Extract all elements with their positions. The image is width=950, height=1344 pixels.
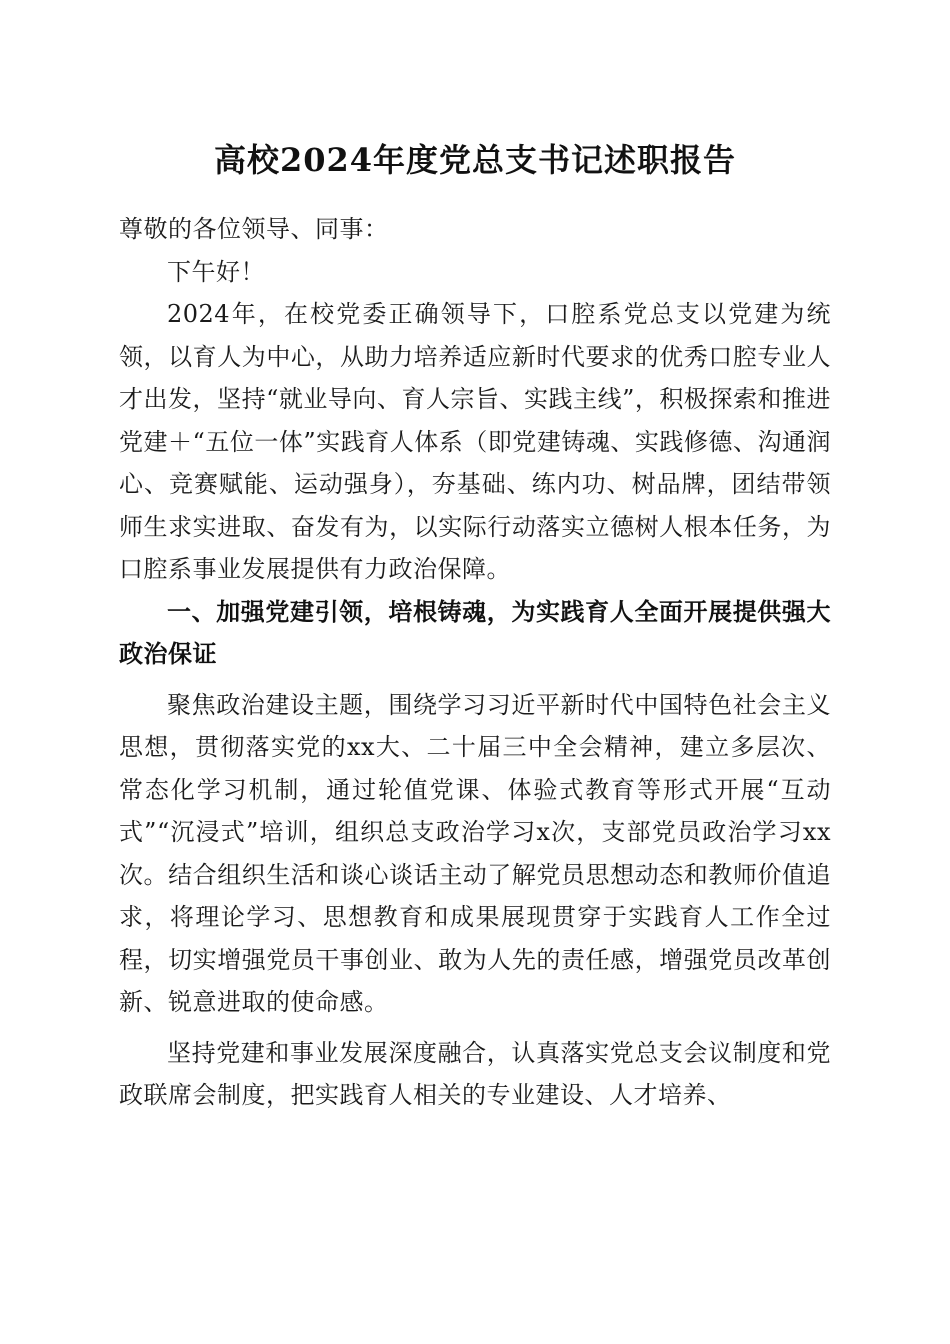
salutation: 尊敬的各位领导、同事： — [119, 215, 389, 243]
document-title: 高校2024年度党总支书记述职报告 — [213, 141, 737, 179]
document-body — [119, 208, 831, 1117]
section-heading: 一、加强党建引领，培根铸魂，为实践育人全面开展提供强大政治保证 — [119, 597, 831, 668]
greeting: 下午好！ — [167, 257, 265, 286]
intro-paragraph: 2024年，在校党委正确领导下，口腔系党总支以党建为统领，以育人为中心，从助力培养适应新时代要求的优秀口腔专业人才出发，坚持“就业导向、育人宗旨、实践主线”，积极探索和推进党建＋“五位一体”实践育人体系（即党建铸魂、实践修德、沟通润心、竞赛赋能、运动强身），夯基础、练内功、树品牌，团结带领师生求实进取、奋发有为，以实际行动落实立德树人根本任务，为口腔系事业发展提供有力政治保障。 — [119, 300, 831, 583]
section-paragraph: 聚焦政治建设主题，围绕学习习近平新时代中国特色社会主义思想，贯彻落实党的xx大、二十届三中全会精神，建立多层次、常态化学习机制，通过轮值党课、体验式教育等形式开展“互动式”“沉浸式”培训，组织总支政治学习x次，支部党员政治学习xx次。结合组织生活和谈心谈话主动了解党员思想动态和教师价值追求，将理论学习、思想教育和成果展现贯穿于实践育人工作全过程，切实增强党员干事创业、敢为人先的责任感，增强党员改革创新、锐意进取的使命感。 — [119, 690, 831, 1016]
section-paragraph: 坚持党建和事业发展深度融合，认真落实党总支会议制度和党政联席会制度，把实践育人相关的专业建设、人才培养、 — [119, 1038, 831, 1109]
